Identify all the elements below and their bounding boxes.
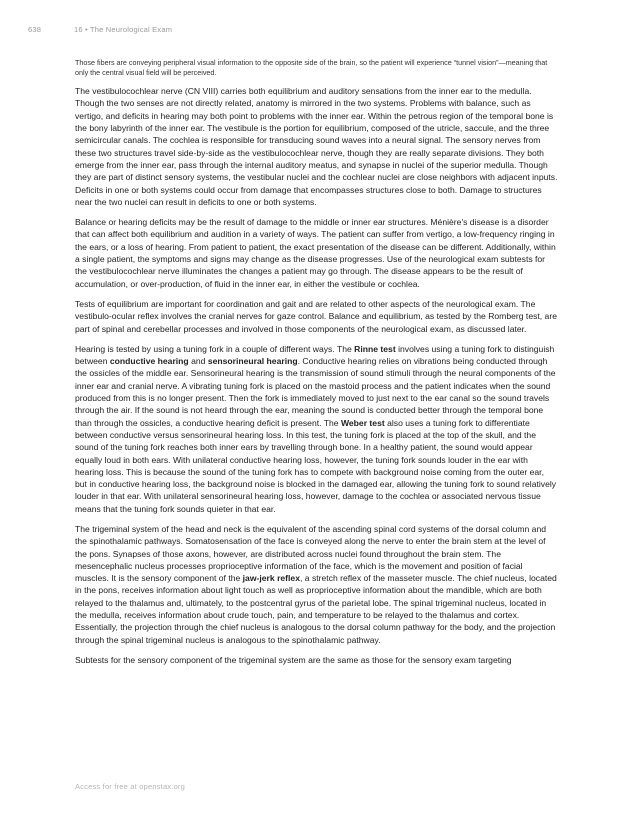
text-run: The trigeminal system of the head and neck is the equivalent of the ascending spinal cord systems of the dorsal column and the spinothalamic pathways. Somatosensation of the face is conveyed along the nerve to enter the brain stem at the level of the pons. Synapses of those axons, however, are distributed across nuclei found throughout the brain stem. The mesencephalic nucleus processes proprioceptive information of the face, which is the movement and position of facial muscles. It is the sensory component of the — [75, 523, 547, 584]
footer-link[interactable]: Access for free at openstax.org — [75, 782, 186, 791]
paragraph-equilibrium-tests: Tests of equilibrium are important for coordination and gait and are related to other aspects of the neurological exam. The vestibulo-ocular reflex involves the cranial nerves for gaze control. Balance and equilibrium, as tested by the Romberg test, are part of spinal and cerebellar processes and involved in those components of the neurological exam, as discussed later. — [75, 298, 557, 334]
text-run: and — [188, 356, 208, 367]
paragraph-hearing-tests — [75, 343, 558, 515]
text-run: Hearing is tested by using a tuning fork in a couple of different ways. The — [75, 343, 355, 354]
chapter-title: 16 • The Neurological Exam — [74, 25, 173, 34]
term-weber-test: Weber test — [340, 417, 385, 428]
paragraph-menieres: Balance or hearing deficits may be the result of damage to the middle or inner ear structures. Ménière's disease is a disorder that can affect both equilibrium and audition in a variety of ways. The patient can suffer from vertigo, a low-frequency ringing in the ears, or a loss of hearing. From patient to patient, the exact presentation of the disease can be different. Additionally, within a single patient, the symptoms and signs may change as the disease progresses. Use of the neurological exam subtests for the vestibulocochlear nerve illuminates the changes a patient may go through. The disease appears to be the result of accumulation, or over-production, of fluid in the inner ear, in either the vestibule or cochlea. — [75, 217, 556, 289]
term-sensorineural-hearing: sensorineural hearing — [207, 356, 298, 367]
running-header — [28, 25, 172, 34]
page-body — [75, 58, 558, 674]
paragraph-vestibulocochlear: The vestibulocochlear nerve (CN VIII) carries both equilibrium and auditory sensations from the inner ear to the medulla. Though the two senses are not directly related, anatomy is mirrored in the two systems. Problems with balance, such as vertigo, and deficits in hearing may both point to problems with the inner ear. Within the petrous region of the temporal bone is the bony labyrinth of the inner ear. The vestibule is the portion for equilibrium, composed of the utricle, saccule, and the three semicircular canals. The cochlea is responsible for transducing sound waves into a neural signal. The sensory nerves from these two structures travel side-by-side as the vestibulocochlear nerve, though they are really separate divisions. They both emerge from the inner ear, pass through the internal auditory meatus, and synapse in nuclei of the superior medulla. Though they are part of distinct sensory systems, the vestibular nuclei and the cochlear nuclei are close neighbors with adjacent inputs. Deficits in one or both systems could occur from damage that encompasses structures close to both. Damage to structures near the two nuclei can result in deficits to one or both systems. — [75, 86, 558, 207]
paragraph-trigeminal-system — [75, 523, 558, 646]
page-number: 638 — [28, 25, 42, 34]
term-rinne-test: Rinne test — [354, 343, 396, 354]
text-run: involves using a tuning fork to distinguish between — [75, 343, 555, 367]
text-run: . Conductive hearing relies on vibrations being conducted through the ossicles of the middle ear. Sensorineural hearing is the transmission of sound stimuli through the neural components of the inner ear and cranial nerve. A vibrating tuning fork is placed on the mastoid process and the patient indicates when the sound produced from this is no longer present. Then the fork is immediately moved to just next to the ear canal so the sound travels through the air. If the sound is not heard through the ear, meaning the sound is conducted better through the temporal bone than through the ossicles, a conductive hearing deficit is present. The — [75, 356, 556, 428]
term-conductive-hearing: conductive hearing — [109, 356, 189, 367]
footnote-text: Those fibers are conveying peripheral visual information to the opposite side of the brain, so the patient will experience “tunnel vision”—meaning that only the central visual field will be perceived. — [75, 58, 548, 77]
text-run: also uses a tuning fork to differentiate between conductive versus sensorineural hearing loss. In this test, the tuning fork is placed at the top of the skull, and the sound of the tuning fork reaches both inner ears by travelling through bone. In a healthy patient, the sound would appear equally loud in both ears. With unilateral conductive hearing loss, however, the tuning fork sounds louder in the ear with hearing loss. This is because the sound of the tuning fork has to compete with background noise coming from the outer ear, but in conductive hearing loss, the background noise is blocked in the damaged ear, allowing the tuning fork to sound relatively louder in that ear. With unilateral sensorineural hearing loss, however, damage to the cochlea or associated nervous tissue means that the tuning fork sounds quieter in that ear. — [75, 417, 557, 514]
text-run: , a stretch reflex of the masseter muscle. The chief nucleus, located in the pons, receives information about light touch as well as proprioceptive information about the mandible, which are both relayed to the thalamus and, ultimately, to the postcentral gyrus of the parietal lobe. The spinal trigeminal nucleus, located in the medulla, receives information about crude touch, pain, and temperature to be relayed to the thalamus and cortex. Essentially, the projection through the chief nucleus is analogous to the dorsal column pathway for the body, and the projection through the spinal trigeminal nucleus is analogous to the spinothalamic pathway. — [75, 573, 557, 645]
term-jaw-jerk-reflex: jaw-jerk reflex — [242, 573, 300, 584]
paragraph-subtests: Subtests for the sensory component of the trigeminal system are the same as those for the sensory exam targeting — [75, 654, 512, 665]
